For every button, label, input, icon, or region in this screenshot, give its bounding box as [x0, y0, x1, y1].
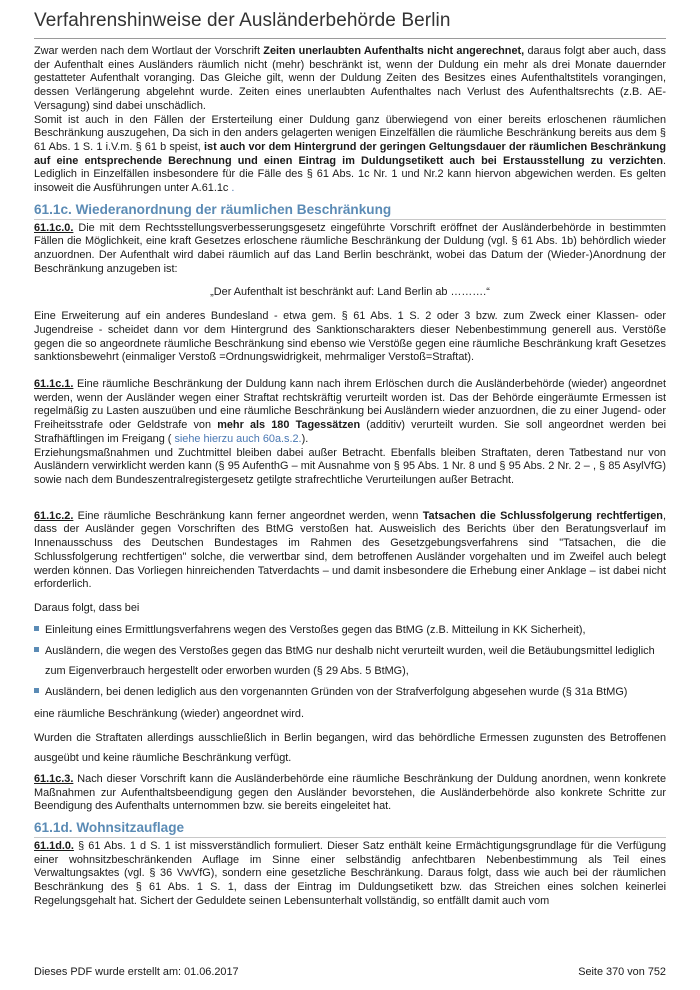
section-divider [34, 219, 666, 220]
paragraph-61-1d-0 [34, 840, 666, 909]
title-divider [34, 38, 666, 39]
text-run: ). [301, 432, 309, 445]
paragraph-61-1c-2 [34, 510, 666, 592]
page-footer [34, 966, 666, 978]
text-run: (additiv) verurteilt wurden. Sie soll angeordnet werden bei Strafhäftlingen im Freigang ( [34, 419, 666, 445]
spacer [34, 365, 666, 378]
text-run: daraus folgt aber auch, dass der Aufenthalt eines Ausländers räumlich nicht (mehr) beschränkt ist, wenn der Duldung ein mehr als drei Monate dauernder gestatteter Aufenthalt voranging. Das Gleiche gilt, wenn der Duldung Zeiten des Besitzes eines Aufenthaltstitels vorangingen, dessen Verlängerung abgelehnt wurde. Zeiten eines unerlaubten Aufenthaltes nach Verlust des Aufenthaltsrechts (z.B. AE-Versagung) sind dabei unschädlich. [34, 45, 667, 112]
bullet-list [34, 620, 666, 702]
paragraph-number: 61.1c.0. [34, 221, 74, 234]
text-run: Nach dieser Vorschrift kann die Ausländerbehörde eine räumliche Beschränkung der Duldung anordnen, wenn konkrete Maßnahmen zur Aufenthaltsbeendigung gegen den Ausländer bevorstehen, die Ausländerbehörde also konkrete Schritte zur Beendigung des Aufenthalts unternommen bzw. sie bereits eingeleitet hat. [34, 772, 666, 813]
document-page [34, 10, 666, 909]
text-run: Eine räumliche Beschränkung der Duldung kann nach ihrem Erlöschen durch die Ausländerbehörde (wieder) angeordnet werden, wenn der Ausländer wegen einer Straftat rechtskräftig verurteilt worden ist. Das der Behörde eingeräumte Ermessen ist regelmäßig zu Lasten auszuüben und eine räumliche Beschränkung bei Ausländern wieder anzuordnen, die zu einer Jugend- oder Freiheitsstrafe oder Geldstrafe von [34, 378, 666, 432]
quote-line: „Der Aufenthalt ist beschränkt auf: Land Berlin ab ……….“ [210, 285, 490, 298]
list-item-text: Ausländern, bei denen lediglich aus den vorgenannten Gründen von der Strafverfolgung abgesehen wurde (§ 31a BtMG) [45, 685, 628, 698]
text-run: Somit ist auch in den Fällen der Ersterteilung einer Duldung ganz überwiegend von einer bereits erloschenen räumlichen Beschränkung auszugehen, Da sich in den anders gelagerten wenigen Einzelfällen die räumliche Beschränkung bereits aus dem § 61 Abs. 1 S. 1 i.V.m. § 61 b speist, [34, 113, 666, 153]
text-run: Eine räumliche Beschränkung kann ferner angeordnet werden, wenn [73, 509, 423, 522]
paragraph-extension: Eine Erweiterung auf ein anderes Bundesland - etwa gem. § 61 Abs. 1 S. 2 oder 3 bzw. zum Zweck einer Klassen- oder Jugendreise - scheidet dann vor dem Hintergrund des Sanktionscharakters dieser Nebenbestimmung generell aus. Verstöße gegen die so angeordnete räumliche Beschränkung sind ebenso wie Verstöße gegen eine räumliche Beschränkung kraft Gesetzes sanktionsbewehrt (einmaliger Verstoß =Ordnungswidrigkeit, mehrmaliger Verstoß=Straftat). [34, 310, 666, 364]
bullet-icon [34, 626, 39, 631]
list-outro: eine räumliche Beschränkung (wieder) angeordnet wird. [34, 708, 304, 721]
intro-paragraph-2 [34, 114, 666, 196]
bullet-icon [34, 647, 39, 652]
list-item-text: Einleitung eines Ermittlungsverfahrens wegen des Verstoßes gegen das BtMG (z.B. Mitteilung in KK Sicherheit), [45, 624, 586, 637]
bold-run: Zeiten unerlaubten Aufenthalts nicht angerechnet, [263, 45, 525, 57]
intro-paragraph-1 [34, 45, 666, 114]
section-heading-61-1c: 61.1c. Wiederanordnung der räumlichen Beschränkung [34, 201, 392, 217]
paragraph-number: 61.1c.2. [34, 509, 74, 522]
reference-link[interactable]: siehe hierzu auch 60a.s.2. [174, 432, 302, 445]
bold-run: Tatsachen die Schlussfolgerung rechtfertigen [422, 509, 663, 522]
text-run: Zwar werden nach dem Wortlaut der Vorschrift [34, 45, 264, 57]
list-item [34, 620, 666, 641]
list-intro: Daraus folgt, dass bei [34, 601, 140, 614]
paragraph-61-1c-1 [34, 378, 666, 447]
reference-link[interactable]: . [231, 182, 235, 195]
section-heading-61-1d: 61.1d. Wohnsitzauflage [34, 820, 185, 836]
creation-date: Dieses PDF wurde erstellt am: 01.06.2017 [34, 966, 239, 978]
page-number: Seite 370 von 752 [578, 966, 666, 978]
list-item-text: Ausländern, die wegen des Verstoßes gegen das BtMG nur deshalb nicht verurteilt wurden, weil die Betäubungsmittel lediglich zum Eigenverbrauch hergestellt oder erworben wurden (§ 29 Abs. 5 BtMG), [45, 644, 655, 678]
paragraph-61-1c-0 [34, 222, 666, 277]
text-run: , dass der Ausländer gegen Vorschriften des BtMG verstoßen hat. Ausweislich des Berichts über den Beratungsverlauf im Innenausschuss des Deutschen Bundestages im Rahmen des Gesetzgebungsverfahrens sind "Tatsachen, die die Schlussfolgerung rechtfertigen" solche, die verwertbar sind, dem betroffenen Ausländer vorgehalten und im Zweifel auch belegt werden können. Das Vorliegen hinreichenden Tatverdachts – und damit insbesondere die Erhebung einer Anklage – ist dabei nicht erforderlich. [34, 509, 666, 591]
list-item [34, 641, 666, 682]
paragraph-berlin-note: Wurden die Straftaten allerdings ausschließlich in Berlin begangen, wird das behördliche Ermessen zugunsten des Betroffenen ausgeübt und keine räumliche Beschränkung verfügt. [34, 731, 666, 765]
text-run: Die mit dem Rechtsstellungsverbesserungsgesetz eingeführte Vorschrift eröffnet der Ausländerbehörde in bestimmten Fällen die Möglichkeit, eine kraft Gesetzes erloschene räumliche Beschränkung der Duldung (vgl. § 61 Abs. 1b) behördlich wieder anzuordnen. Der Aufenthalt wird dabei räumlich auf das Land Berlin beschränkt, wobei das Datum der (Wieder-)Anordnung der Beschränkung anzugeben ist: [34, 221, 666, 275]
paragraph-number: 61.1c.1. [34, 378, 74, 391]
paragraph-61-1c-3 [34, 773, 666, 814]
bold-run: ist auch vor dem Hintergrund der geringen Geltungsdauer der räumlichen Beschränkung auf eine entsprechende Berechnung und einen Eintrag im Duldungsetikett auch bei Erstausstellung zu verzichten [34, 140, 666, 167]
bullet-icon [34, 688, 39, 693]
section-divider [34, 837, 666, 838]
bold-run: mehr als 180 Tagessätzen [217, 419, 361, 432]
text-run: § 61 Abs. 1 d S. 1 ist missverständlich formuliert. Dieser Satz enthält keine Ermächtigungsgrundlage für die Verfügung einer wohnsitzbeschränkenden Auflage im Sinne einer selbständig anfechtbaren Nebenbestimmung als Teil eines Verwaltungsaktes (vgl. § 36 VwVfG), sondern eine gesetzliche Beschränkung. Daraus folgt, dass wie auch bei der räumlichen Beschränkung des § 61 Abs. 1 S. 1, dass der Eintrag im Duldungsetikett bzw. das Streichen eines solchen keinerlei Regelungsgehalt hat. Sichert der Geduldete seinen Lebensunterhalt vollständig, so entfällt damit auch vom [34, 840, 666, 907]
document-title: Verfahrenshinweise der Ausländerbehörde Berlin [34, 10, 451, 31]
text-run: . Lediglich in Einzelfällen insbesondere für die Fälle des § 61 Abs. 1c Nr. 1 und Nr.2 kann hiervon abgewichen werden. Es gelten insoweit die Ausführungen unter A.61.1c [34, 154, 666, 195]
paragraph-exclusions: Erziehungsmaßnahmen und Zuchtmittel bleiben dabei außer Betracht. Ebenfalls bleiben Straftaten, deren Tatbestand nur von Ausländern verwirklicht werden kann (§ 95 AufenthG – mit Ausnahme von § 95 Abs. 1 Nr. 8 und § 95 Abs. 2 Nr. 2 – , § 85 AsylVfG) sowie nach dem Bundeszentralregistergesetz getilgte strafrechtliche Verurteilungen außer Betracht. [34, 446, 666, 486]
spacer [34, 488, 666, 510]
list-item [34, 682, 666, 703]
paragraph-number: 61.1d.0. [34, 840, 74, 853]
paragraph-number: 61.1c.3. [34, 772, 74, 785]
